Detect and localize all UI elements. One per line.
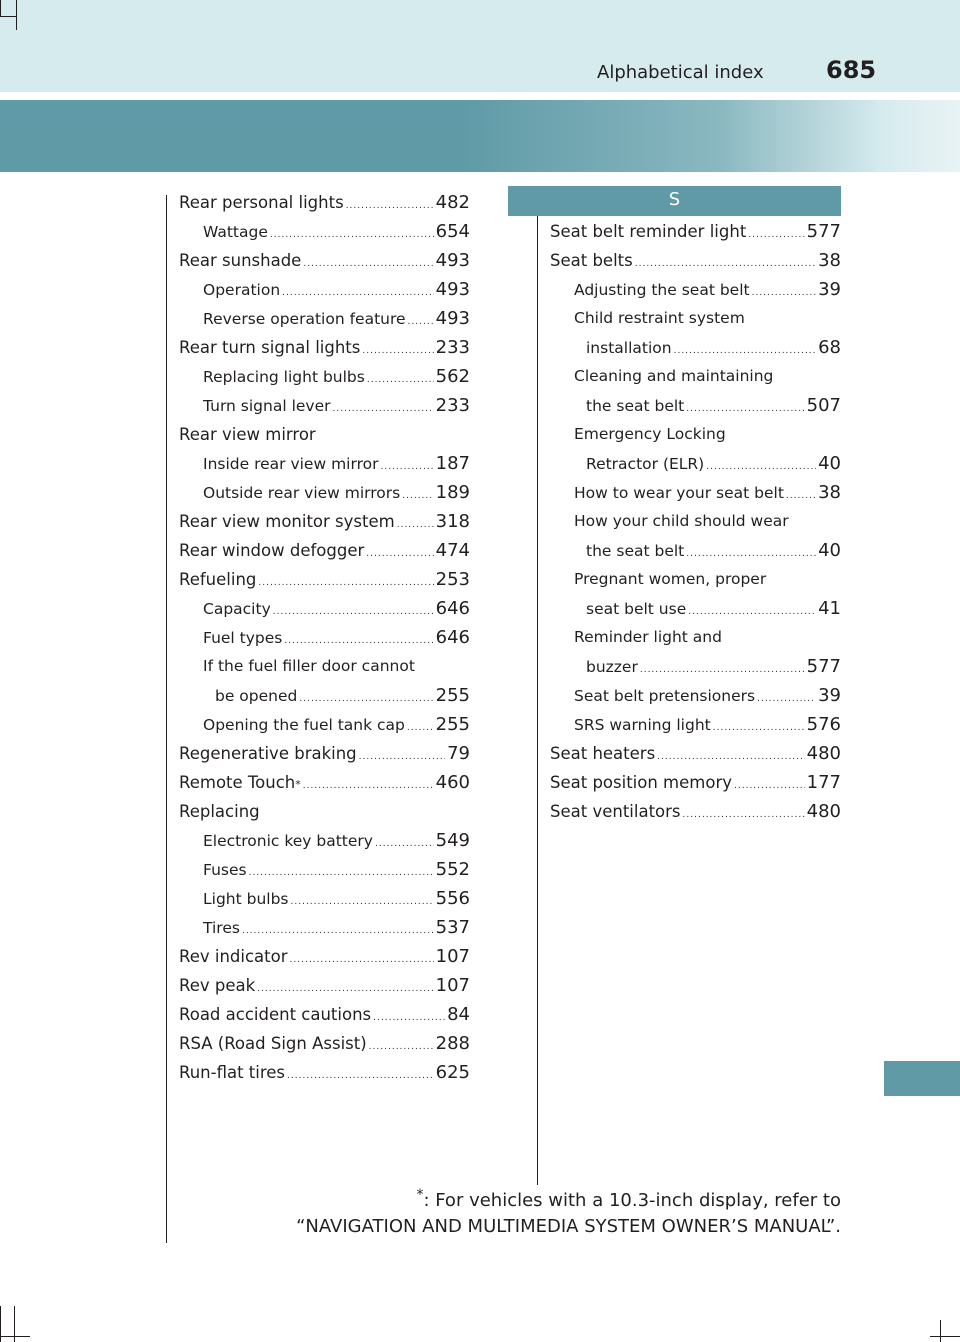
crop-mark [16,0,17,30]
page-ref: 493 [435,250,470,271]
entry-label: Seat belts [550,251,633,270]
crop-mark [14,1306,15,1342]
entry-label: Rear view monitor system [179,512,395,531]
index-subentry [550,275,841,304]
crop-mark [0,1336,30,1337]
index-subentry [550,710,841,739]
entry-label: Fuel types [203,629,283,647]
index-entry [550,739,841,768]
page-number: 685 [826,56,877,84]
entry-label: Operation [203,281,281,299]
index-subentry [550,391,841,420]
index-entry [179,507,470,536]
page-ref: 107 [435,975,470,996]
index-entry [179,1058,470,1087]
entry-label: Rear personal lights [179,193,344,212]
index-subentry [179,391,470,420]
index-subentry [550,652,841,681]
page-ref: 482 [435,192,470,213]
entry-label: RSA (Road Sign Assist) [179,1034,367,1053]
index-subentry [179,449,470,478]
index-subentry [179,913,470,942]
index-entry [550,797,841,826]
entry-label: buzzer [586,658,638,676]
entry-label: installation [586,339,672,357]
entry-label: Outside rear view mirrors [203,484,401,502]
crop-mark [930,1336,960,1337]
page-ref: 39 [818,685,841,706]
index-subentry [179,855,470,884]
page-ref: 189 [435,482,470,503]
entry-label: Seat belt reminder light [550,222,747,241]
page-ref: 38 [818,482,841,503]
entry-label: Seat position memory [550,773,732,792]
page-ref: 654 [435,221,470,242]
footnote-text-1: : For vehicles with a 10.3-inch display, refer to [423,1190,841,1211]
index-subentry [550,449,841,478]
page-ref: 646 [435,598,470,619]
index-entry [179,188,470,217]
page-header [0,0,960,92]
index-entry [179,565,470,594]
entry-label: Cleaning and maintaining [574,367,774,385]
entry-label: How your child should wear [574,512,789,530]
entry-label: Seat ventilators [550,802,681,821]
page-ref: 40 [818,453,841,474]
entry-label: Fuses [203,861,247,879]
index-entry [179,942,470,971]
page-ref: 187 [435,453,470,474]
section-title: Alphabetical index [597,62,764,83]
footnote-line-2: “NAVIGATION AND MULTIMEDIA SYSTEM OWNER’S MANUAL”. [296,1216,841,1237]
entry-label: Opening the fuel tank cap [203,716,405,734]
page-ref: 288 [435,1033,470,1054]
index-entry [179,1029,470,1058]
index-subentry [179,623,470,652]
page-ref: 507 [806,395,841,416]
entry-label: Capacity [203,600,271,618]
footnote-line-1 [296,1188,841,1214]
index-thumb-tab [884,1061,960,1096]
page-ref: 460 [435,772,470,793]
index-subentry [179,681,470,710]
entry-label: Rear view mirror [179,425,316,444]
index-subentry [550,333,841,362]
header-divider [0,92,960,100]
page-ref: 38 [818,250,841,271]
page-ref: 255 [435,714,470,735]
index-subentry [179,826,470,855]
page-ref: 549 [435,830,470,851]
entry-label: Rev peak [179,976,256,995]
index-subentry [179,217,470,246]
column-divider [537,195,538,1185]
entry-label: Tires [203,919,240,937]
entry-label: Seat heaters [550,744,656,763]
page-ref: 40 [818,540,841,561]
index-subentry [550,623,841,652]
crop-mark [0,0,1,16]
index-subentry [179,478,470,507]
page-ref: 39 [818,279,841,300]
entry-label: Reverse operation feature [203,310,406,328]
index-entry [550,768,841,797]
entry-label: Child restraint system [574,309,745,327]
entry-label: Replacing light bulbs [203,368,365,386]
index-entry [179,1000,470,1029]
footnote-marker: * [416,1187,424,1203]
page-ref: 474 [435,540,470,561]
index-entry [179,739,470,768]
entry-label: How to wear your seat belt [574,484,784,502]
index-subentry [550,507,841,536]
entry-label: be opened [215,687,298,705]
index-entry [179,536,470,565]
entry-label: If the fuel filler door cannot [203,657,415,675]
left-column-rule [166,195,167,1243]
footnote [296,1188,841,1240]
index-subentry [550,594,841,623]
page-ref: 41 [818,598,841,619]
page-ref: 318 [435,511,470,532]
index-subentry [179,884,470,913]
leader-dots [683,801,805,830]
index-subentry [179,362,470,391]
page-ref: 253 [435,569,470,590]
entry-label: seat belt use [586,600,687,618]
index-subentry [550,362,841,391]
page-ref: 68 [818,337,841,358]
entry-label: Wattage [203,223,268,241]
entry-label: Run-flat tires [179,1063,286,1082]
index-entry: Remote Touch * ..... 460 [179,768,470,797]
page-ref: 646 [435,627,470,648]
index-subentry [550,478,841,507]
entry-label: Rear sunshade [179,251,302,270]
leader-dots [287,1062,434,1091]
entry-label: Road accident cautions [179,1005,372,1024]
page-ref: 577 [806,221,841,242]
page-ref: 552 [435,859,470,880]
index-entry [179,333,470,362]
entry-label: Refueling [179,570,257,589]
page-ref: 177 [806,772,841,793]
page-ref: 537 [435,917,470,938]
entry-label: the seat belt [586,397,685,415]
entry-label: Light bulbs [203,890,289,908]
page-ref: 255 [435,685,470,706]
page-ref: 480 [806,801,841,822]
entry-label: Rear turn signal lights [179,338,361,357]
index-entry [179,246,470,275]
index-entry [179,797,470,826]
entry-label: Inside rear view mirror [203,455,379,473]
entry-label: Turn signal lever [203,397,331,415]
index-entry [550,217,841,246]
entry-label: Rev indicator [179,947,288,966]
page-ref: 576 [806,714,841,735]
page-ref: 84 [447,1004,470,1025]
page-ref: 233 [435,395,470,416]
index-subentry [550,565,841,594]
page-ref: 562 [435,366,470,387]
index-subentry [550,536,841,565]
entry-label: Adjusting the seat belt [574,281,750,299]
page-ref: 79 [447,743,470,764]
entry-label: Emergency Locking [574,425,726,443]
entry-label: Remote Touch [179,773,296,792]
entry-label: Rear window defogger [179,541,365,560]
page-ref: 625 [435,1062,470,1083]
entry-label: SRS warning light [574,716,711,734]
entry-label: Seat belt pretensioners [574,687,756,705]
index-subentry [179,652,470,681]
entry-label: Retractor (ELR) [586,455,705,473]
crop-mark [0,16,16,17]
section-letter-header: S [508,186,841,216]
page-ref: 480 [806,743,841,764]
index-subentry [179,275,470,304]
crop-mark [940,1320,941,1342]
entry-label: Pregnant women, proper [574,570,767,588]
index-right-column [550,217,841,826]
index-subentry [550,681,841,710]
page-ref: 493 [435,279,470,300]
entry-label: Replacing [179,802,260,821]
index-subentry [179,304,470,333]
page-ref: 233 [435,337,470,358]
index-subentry [179,710,470,739]
page-ref: 577 [806,656,841,677]
page-ref: 556 [435,888,470,909]
entry-label: Regenerative braking [179,744,357,763]
entry-label: Reminder light and [574,628,722,646]
page-ref: 493 [435,308,470,329]
index-subentry [550,304,841,333]
index-entry [179,420,470,449]
page-ref: 107 [435,946,470,967]
entry-label: the seat belt [586,542,685,560]
index-subentry [550,420,841,449]
index-subentry [179,594,470,623]
header-band [0,100,960,172]
index-entry [550,246,841,275]
entry-label: Electronic key battery [203,832,373,850]
index-left-column [179,188,470,1087]
index-entry [179,971,470,1000]
